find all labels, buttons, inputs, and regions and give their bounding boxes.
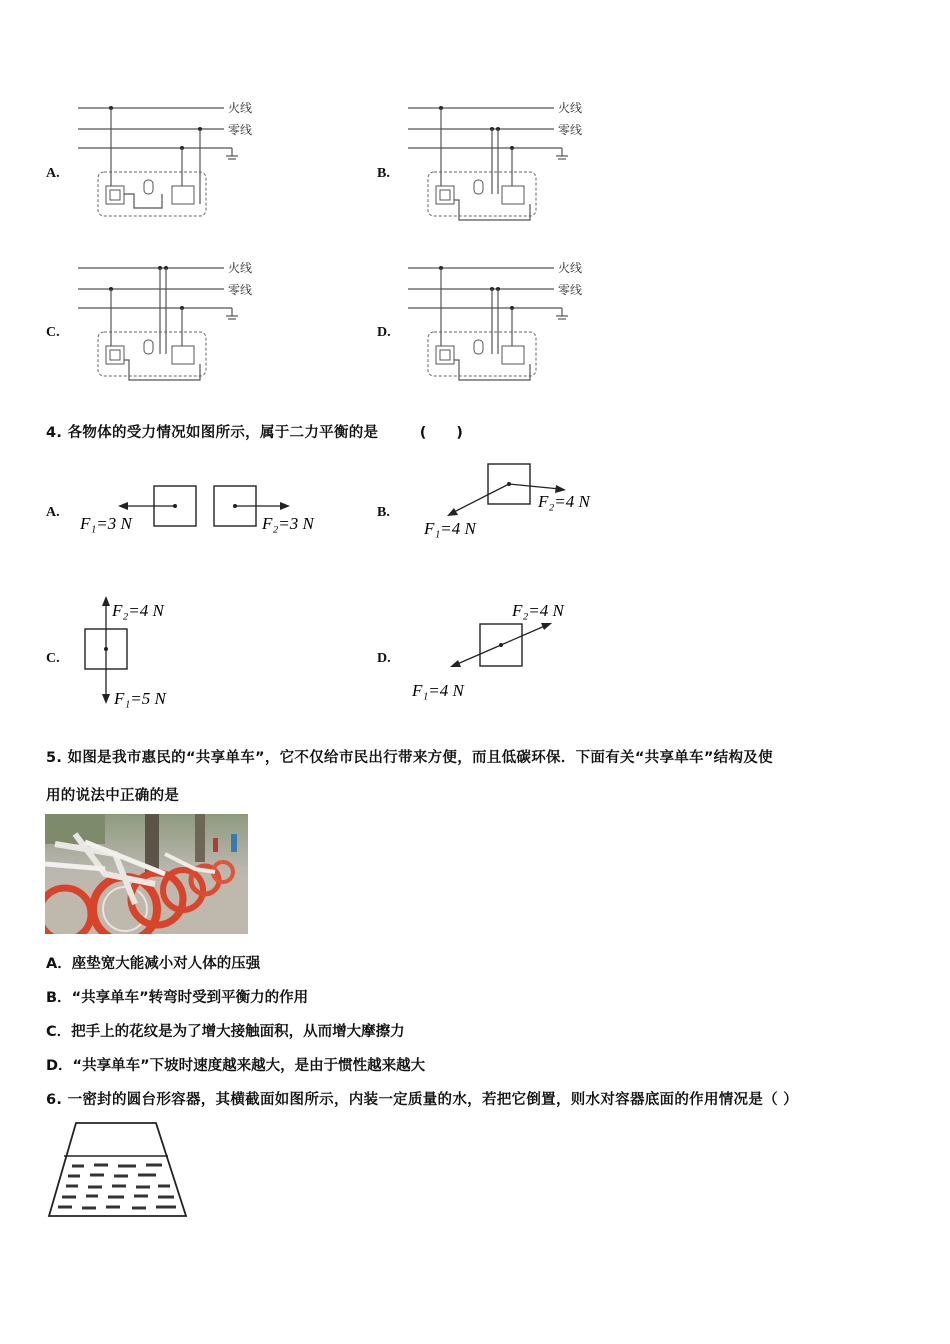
force-f2-label: F₂=4 N — [112, 601, 164, 620]
live-wire-label: 火线 — [228, 101, 253, 115]
question-4 — [46, 421, 463, 442]
answer-text: 把手上的花纹是为了增大接触面积，从而增大摩擦力 — [71, 1024, 405, 1040]
force-f1-label: F₁=4 N — [424, 519, 476, 538]
answer-blank: ( ) — [419, 425, 464, 441]
circuit-diagram-a — [74, 96, 274, 224]
live-wire-label: 火线 — [558, 261, 583, 275]
question-number: 6. — [46, 1092, 63, 1108]
q4-option-d-letter: D. — [377, 651, 391, 666]
circuit-diagram-b — [404, 96, 604, 224]
neutral-wire-label: 零线 — [228, 283, 253, 297]
force-f1-label: F₁=5 N — [114, 689, 166, 708]
question-6 — [46, 1088, 926, 1109]
option-b-letter: B. — [377, 166, 390, 181]
question-text: 各物体的受力情况如图所示，属于二力平衡的是 — [67, 425, 379, 441]
option-a-letter: A. — [46, 166, 60, 181]
live-wire-label: 火线 — [558, 101, 583, 115]
question-text-line1: 如图是我市惠民的“共享单车”，它不仅给市民出行带来方便，而且低碳环保．下面有关“共享单车”结构及使 — [67, 750, 773, 766]
force-diagram-b — [420, 458, 630, 544]
force-diagram-c — [80, 592, 210, 712]
force-diagram-a — [74, 478, 344, 542]
circuit-diagram-c — [74, 256, 274, 384]
force-diagram-d — [410, 596, 610, 706]
force-f2-label: F₂=4 N — [512, 601, 564, 620]
force-f1-label: F₁=3 N — [80, 514, 132, 533]
live-wire-label: 火线 — [228, 261, 253, 275]
frustum-container-diagram — [46, 1120, 190, 1220]
q4-option-c-letter: C. — [46, 651, 60, 666]
answer-text: “共享单车”转弯时受到平衡力的作用 — [71, 990, 309, 1006]
force-f2-label: F₂=3 N — [262, 514, 314, 533]
answer-letter: C． — [46, 1024, 72, 1040]
question-number: 5. — [46, 750, 63, 766]
q4-option-b-letter: B. — [377, 505, 390, 520]
answer-letter: B． — [46, 990, 72, 1006]
option-c-letter: C. — [46, 325, 60, 340]
option-d-letter: D. — [377, 325, 391, 340]
question-text: 一密封的圆台形容器，其横截面如图所示，内装一定质量的水，若把它倒置，则水对容器底面的作用情况是（ ） — [67, 1092, 799, 1108]
q5-answer-d — [46, 1054, 425, 1075]
q4-option-a-letter: A. — [46, 505, 60, 520]
neutral-wire-label: 零线 — [558, 123, 583, 137]
neutral-wire-label: 零线 — [228, 123, 253, 137]
question-5 — [46, 746, 906, 767]
answer-letter: A． — [46, 956, 72, 972]
force-f1-label: F₁=4 N — [412, 681, 464, 700]
q5-answer-b — [46, 986, 308, 1007]
question-number: 4. — [46, 425, 63, 441]
q5-answer-a — [46, 952, 260, 973]
answer-letter: D． — [46, 1058, 73, 1074]
question-5-line2: 用的说法中正确的是 — [46, 788, 180, 804]
circuit-diagram-d — [404, 256, 604, 384]
force-f2-label: F₂=4 N — [538, 492, 590, 511]
neutral-wire-label: 零线 — [558, 283, 583, 297]
q5-answer-c — [46, 1020, 405, 1041]
answer-text: “共享单车”下坡时速度越来越大，是由于惯性越来越大 — [72, 1058, 426, 1074]
answer-text: 座垫宽大能减小对人体的压强 — [71, 956, 261, 972]
shared-bike-photo — [45, 814, 248, 934]
